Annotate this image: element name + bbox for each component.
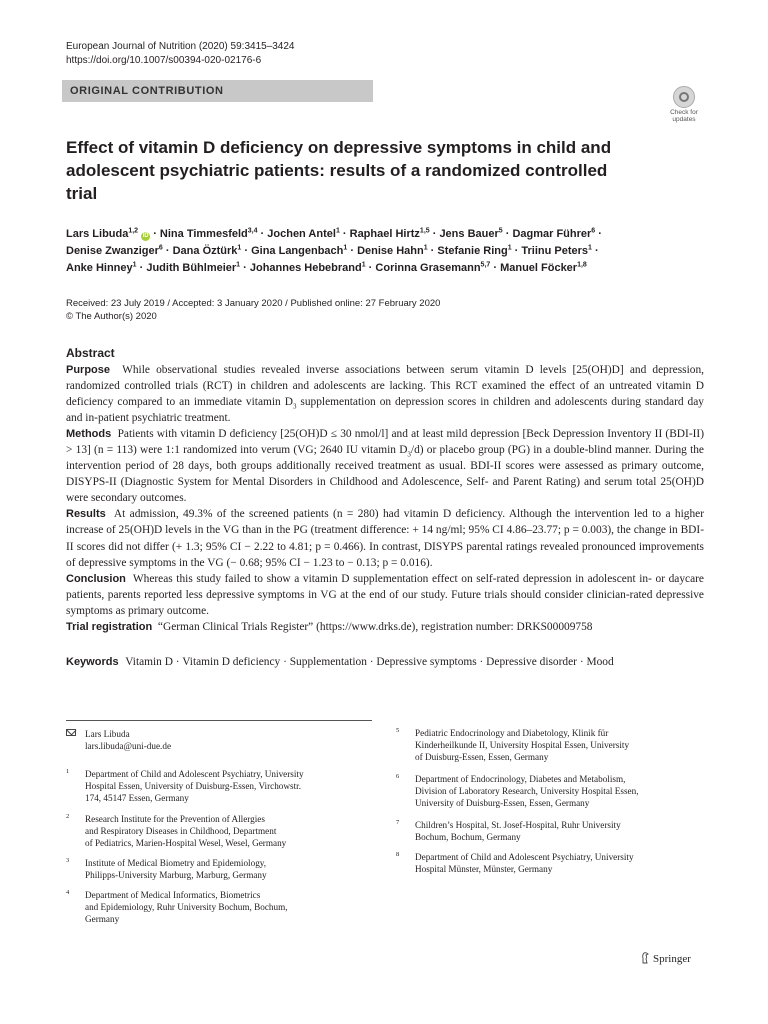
affiliation-line: Bochum, Bochum, Germany [415,832,521,843]
purpose-label: Purpose [66,364,111,376]
footnote-divider [66,720,372,721]
journal-header [66,40,295,68]
methods-text-b: /d) or placebo group (PG) in a double-blind manner. During the intervention period of 28 days, both groups additionally received treatment as usual. BDI-II scores were assessed as primary outcome, DISYPS-II (Diagnostic System for Mental Disorders in Childhood and Adolescence, Self- and Parent Rating) and serum total 25(OH)D were secondary outcomes. [66,444,704,505]
methods-text-a: Patients with vitamin D deficiency [25(OH)D ≤ 30 nmol/l] and at least mild depression [Beck Depression Inventory II (BDI-II) > 13] (n = 113) were 1:1 randomized into verum (VG; 2640 IU vitamin D [66,428,705,457]
publication-dates [66,297,706,323]
methods-subscript: 3 [407,450,411,459]
affiliation-text [415,819,621,843]
doi-link[interactable]: https://doi.org/10.1007/s00394-020-02176-6 [66,55,262,66]
affiliation-3 [66,857,366,885]
affiliation-line: Kinderheilkunde II, University Hospital Essen, University [415,740,630,751]
abstract-results [66,506,704,570]
affiliation-line: and Epidemiology, Ruhr University Bochum, Bochum, [85,902,288,913]
affiliation-number: 4 [66,889,70,896]
author-affiliation-marker: 1 [236,261,241,269]
abstract-trial-registration [66,619,704,635]
affiliation-line: University of Duisburg-Essen, Essen, Germany [415,798,590,809]
affiliation-line: Division of Laboratory Research, University Hospital Essen, [415,786,639,797]
affiliation-line: of Pediatrics, Marien-Hospital Wesel, Wesel, Germany [85,838,287,849]
affiliation-line: Pediatric Endocrinology and Diabetology, Klinik für [415,728,609,738]
author[interactable]: Johannes Hebebrand [249,262,362,274]
correspondence-text [85,728,171,752]
affiliation-number: 6 [396,773,400,780]
author[interactable]: Judith Bühlmeier [146,262,237,274]
affiliation-line: Children’s Hospital, St. Josef-Hospital, Ruhr University [415,820,621,830]
author-affiliation-marker: 1 [237,244,242,252]
author-affiliation-marker: 3,4 [247,227,258,235]
author-affiliation-marker: 6 [158,244,163,252]
affiliation-line: Department of Child and Adolescent Psychiatry, University [85,769,304,779]
orcid-icon[interactable]: iD [142,233,149,239]
author[interactable]: Jochen Antel [267,228,336,240]
author-affiliation-marker: 6 [591,227,596,235]
affiliation-line: Institute of Medical Biometry and Epidemiology, [85,858,267,868]
author-affiliation-marker: 1,2 [128,227,139,235]
abstract-body [66,362,704,635]
abstract-purpose [66,362,704,426]
affiliation-number: 7 [396,819,400,826]
author[interactable]: Stefanie Ring [437,245,508,257]
author[interactable]: Jens Bauer [439,228,499,240]
affiliation-number: 5 [396,727,400,734]
affiliation-text [85,813,286,850]
dates-line: Received: 23 July 2019 / Accepted: 3 January 2020 / Published online: 27 February 2020 [66,298,441,309]
affiliation-6 [396,773,706,813]
author[interactable]: Triinu Peters [521,245,589,257]
abstract-conclusion [66,571,704,619]
author[interactable]: Dana Öztürk [172,245,238,257]
trial-label: Trial registration [66,620,153,633]
abstract-methods [66,426,704,506]
journal-citation: European Journal of Nutrition (2020) 59:3415–3424 [66,41,295,52]
purpose-text-a: While observational studies revealed inverse associations between serum vitamin D levels [25(OH)D] and depression, randomized controlled trials (RCT) in children and adolescents are lacking. This RCT examined the effect of an untreated vitamin D deficiency compared to an immediate vitamin D [66,364,704,409]
author-affiliation-marker: 1,8 [577,261,587,269]
author-affiliation-marker: 5 [498,227,503,235]
affiliation-line: Hospital Münster, Münster, Germany [415,864,553,875]
affiliation-text [415,727,629,764]
conclusion-label: Conclusion [66,572,126,585]
affiliation-text [85,889,288,926]
affiliation-line: Germany [85,914,120,925]
affiliation-number: 3 [66,857,70,864]
purpose-subscript: 3 [292,402,297,411]
results-label: Results [66,508,106,521]
author-affiliation-marker: 1 [507,244,512,252]
article-type-banner: ORIGINAL CONTRIBUTION [62,80,373,102]
author-affiliation-marker: 5,7 [480,261,491,269]
results-text: At admission, 49.3% of the screened patients (n = 280) had vitamin D deficiency. Although the intervention led to a higher increase of 25(OH)D levels in the VG than in the PG (treatment difference: + 14 ng/ml; 95% CI 4.86–23.77; p = 0.003), the change in BDI-II scores did not differ (+ 1.3; 95% CI − 2.22 to 4.81; p = 0.466). In contrast, DISYPS parental ratings revealed pronounced improvements of depressive symptoms in the VG (− 0.68; 95% CI − 1.23 to − 0.13; p = 0.016). [66,508,704,569]
trial-text-b: ), registration number: DRKS00009758 [411,620,593,633]
article-title: Effect of vitamin D deficiency on depressive symptoms in child and adolescent psychiatric patients: results of a randomized controlled trial [66,138,612,203]
affiliation-text [85,857,267,881]
springer-horse-icon [640,952,650,964]
author[interactable]: Dagmar Führer [512,228,592,240]
author-affiliation-marker: 1 [423,244,428,252]
copyright-line: © The Author(s) 2020 [66,311,157,322]
affiliation-text [415,773,639,810]
author[interactable]: Lars Libuda [66,228,129,240]
publisher-footer [640,952,691,966]
envelope-icon [66,729,76,736]
author[interactable]: Anke Hinney [66,262,133,274]
keywords-text: Vitamin D · Vitamin D deficiency · Supplementation · Depressive symptoms · Depressive disorder · Mood [125,656,614,668]
methods-label: Methods [66,428,112,441]
author-affiliation-marker: 1 [132,261,137,269]
abstract-heading: Abstract [66,346,115,360]
affiliation-4 [66,889,366,929]
keywords-label: Keywords [66,656,119,668]
conclusion-text: Whereas this study failed to show a vitamin D supplementation effect on self-rated depression in adolescent in- or daycare patients, parents reported less depressive symptoms in VG at the end of our study. Future trials should consider clinician-rated depressive symptoms as primary outcome. [66,572,704,617]
author[interactable]: Corinna Grasemann [375,262,481,274]
author[interactable]: Manuel Föcker [500,262,578,274]
affiliation-8 [396,851,706,879]
drks-link[interactable]: https://www.drks.de [319,620,412,633]
author-affiliation-marker: 1 [335,227,340,235]
author[interactable]: Gina Langenbach [251,245,344,257]
affiliation-2 [66,813,366,853]
trial-text-a: “German Clinical Trials Register” ( [157,620,320,633]
affiliation-line: Research Institute for the Prevention of Allergies [85,814,265,824]
correspondence-email[interactable]: lars.libuda@uni-due.de [85,741,172,752]
affiliation-line: Department of Medical Informatics, Biometrics [85,890,261,900]
publisher-name: Springer [653,953,691,965]
author-affiliation-marker: 1 [343,244,348,252]
affiliation-text [85,768,304,805]
check-for-updates-badge[interactable] [666,86,702,124]
check-updates-icon [673,86,695,108]
affiliation-line: Department of Endocrinology, Diabetes and Metabolism, [415,774,626,784]
author[interactable]: Raphael Hirtz [349,228,420,240]
author[interactable]: Denise Hahn [357,245,424,257]
affiliation-line: and Respiratory Diseases in Childhood, Department [85,826,277,837]
keywords [66,654,706,670]
purpose-text-b: supplementation on depression scores in children and adolescents during standard day and in-patient psychiatric treatment. [66,396,704,425]
affiliation-line: 174, 45147 Essen, Germany [85,793,189,804]
author-affiliation-marker: 1 [361,261,366,269]
check-updates-label-2: updates [672,116,696,123]
correspondence [66,728,366,754]
affiliation-line: Department of Child and Adolescent Psychiatry, University [415,852,634,862]
affiliation-number: 1 [66,768,70,775]
correspondence-name: Lars Libuda [85,729,130,739]
author-affiliation-marker: 1,5 [419,227,430,235]
author-list: Lars Libuda$^{1,2}$ iD · Nina Timmesfeld$^{3,4}$ · Jochen Antel$^1$ · Raphael Hirtz$^{1,5}$ · Jens Bauer$^5$ · Dagmar Führer$^6$ · Denise Zwanziger$^6$ · Dana Öztürk$^1$ · Gina Langenbach$^1$ · Denise Hahn$^1$ · Stefanie Ring$^1$ · Triinu Peters$^1$ · Anke Hinney$^1$ · Judith Bühlmeier$^1$ · Johannes Hebebrand$^1$ · Corinna Grasemann$^{5,7}$ · Manuel Föcker$^{1,8}$ [66,227,602,274]
affiliation-line: Philipps-University Marburg, Marburg, Germany [85,870,267,881]
affiliation-line: Hospital Essen, University of Duisburg-Essen, Virchowstr. [85,781,302,792]
affiliation-5 [396,727,706,767]
affiliation-1 [66,768,366,808]
author[interactable]: Nina Timmesfeld [159,228,248,240]
affiliation-text [415,851,634,875]
affiliation-number: 8 [396,851,400,858]
author[interactable]: Denise Zwanziger [66,245,159,257]
affiliation-number: 2 [66,813,70,820]
author-affiliation-marker: 1 [588,244,592,252]
affiliation-7 [396,819,706,847]
affiliation-line: of Duisburg-Essen, Essen, Germany [415,752,549,763]
check-updates-label-1: Check for [670,109,698,116]
